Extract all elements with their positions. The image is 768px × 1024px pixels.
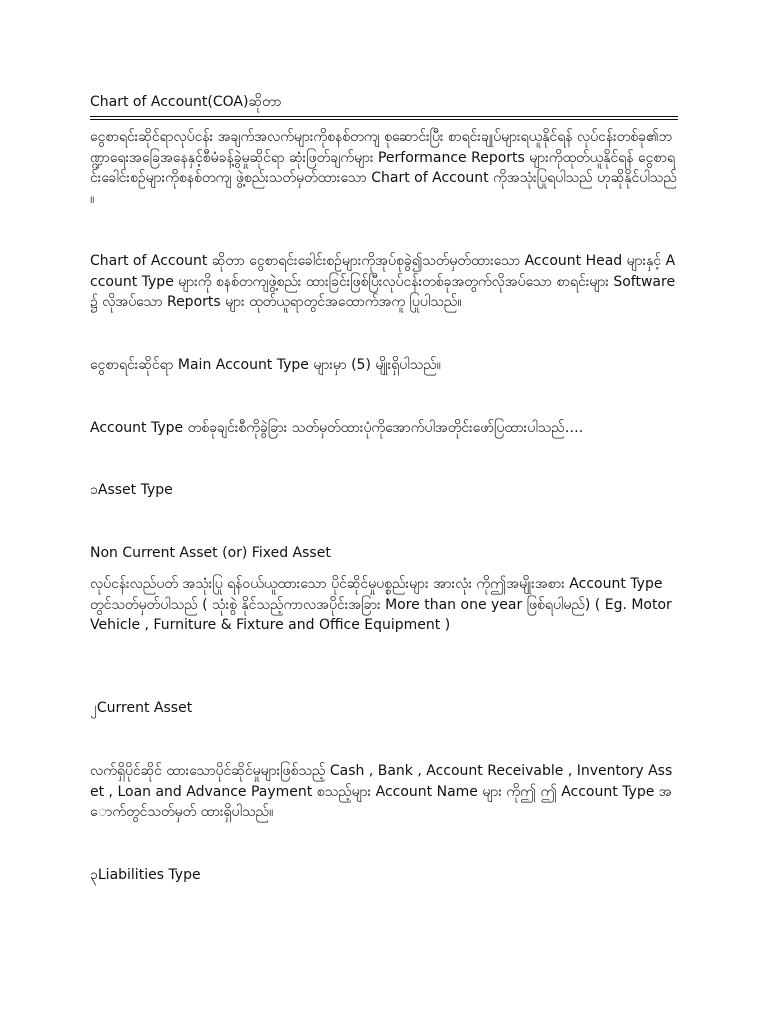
account-type-intro-paragraph: Account Type တစ်ခုချင်းစီကိုခွဲခြား သတ်မှတ်ထားပုံကိုအောက်ပါအတိုင်းဖော်ပြထားပါသည်…. [90,420,584,436]
fixed-asset-paragraph: လုပ်ငန်းလည်ပတ် အသုံးပြု ရန်ဝယ်ယူထားသော ပိုင်ဆိုင်မှုပစ္စည်းများ အားလုံး ကိုဤအမျိုးအစား Account Type တွင်သတ်မှတ်ပါသည် ( သုံးစွဲ နိုင်သည့်ကာလအပိုင်းအခြား More than one year ဖြစ်ရပါမည်) ( Eg. Motor Vehicle , Furniture & Fixture and Office Equipment ) [90,576,672,634]
current-asset-paragraph: လက်ရှိပိုင်ဆိုင် ထားသောပိုင်ဆိုင်မှုများဖြစ်သည့် Cash , Bank , Account Receivable , Inventory Asset , Loan and Advance Payment စသည့်များ Account Name များ ကိုဤ ဤ Account Type အောက်တွင်သတ်မှတ် ထားရှိပါသည်။ [90,763,673,821]
document-title: Chart of Account(COA)ဆိုတာ [90,94,282,110]
main-account-types-paragraph: ငွေစာရင်းဆိုင်ရာ Main Account Type များမှာ (5) မျိုးရှိပါသည်။ [90,357,441,373]
asset-type-heading: ၁Asset Type [90,482,173,498]
fixed-asset-heading: Non Current Asset (or) Fixed Asset [90,545,331,561]
liabilities-type-heading: ၃Liabilities Type [90,867,201,883]
intro-paragraph: ငွေစာရင်းဆိုင်ရာလုပ်ငန်း အချက်အလက်များကိုစနစ်တကျ စုဆောင်းပြီး စာရင်းချုပ်များရယူနိုင်ရန် လုပ်ငန်းတစ်ခု၏ဘဏ္ဍာရေးအခြေအနေနှင့်စီမံခန့်ခွဲမှုဆိုင်ရာ ဆုံးဖြတ်ချက်များ Performance Reports များကိုထုတ်ယူနိုင်ရန် ငွေစာရင်းခေါင်းစဉ်များကိုစနစ်တကျ ဖွဲ့စည်းသတ်မှတ်ထားသော Chart of Account ကိုအသုံးပြုရပါသည် ဟုဆိုနိုင်ပါသည်။ [90,129,677,207]
title-double-rule [90,116,678,120]
current-asset-heading: ၂Current Asset [90,700,193,716]
coa-definition-paragraph: Chart of Account ဆိုတာ ငွေစာရင်းခေါင်းစဉ်များကိုအုပ်စုခွဲ၍သတ်မှတ်ထားသော Account Head များနှင့် Account Type များကို စနစ်တကျဖွဲ့စည်း ထားခြင်းဖြစ်ပြီးလုပ်ငန်းတစ်ခုအတွက်လိုအပ်သော စာရင်းများ Software ၌ လိုအပ်သော Reports များ ထုတ်ယူရာတွင်အထောက်အကူ ပြုပါသည်။ [90,253,676,311]
